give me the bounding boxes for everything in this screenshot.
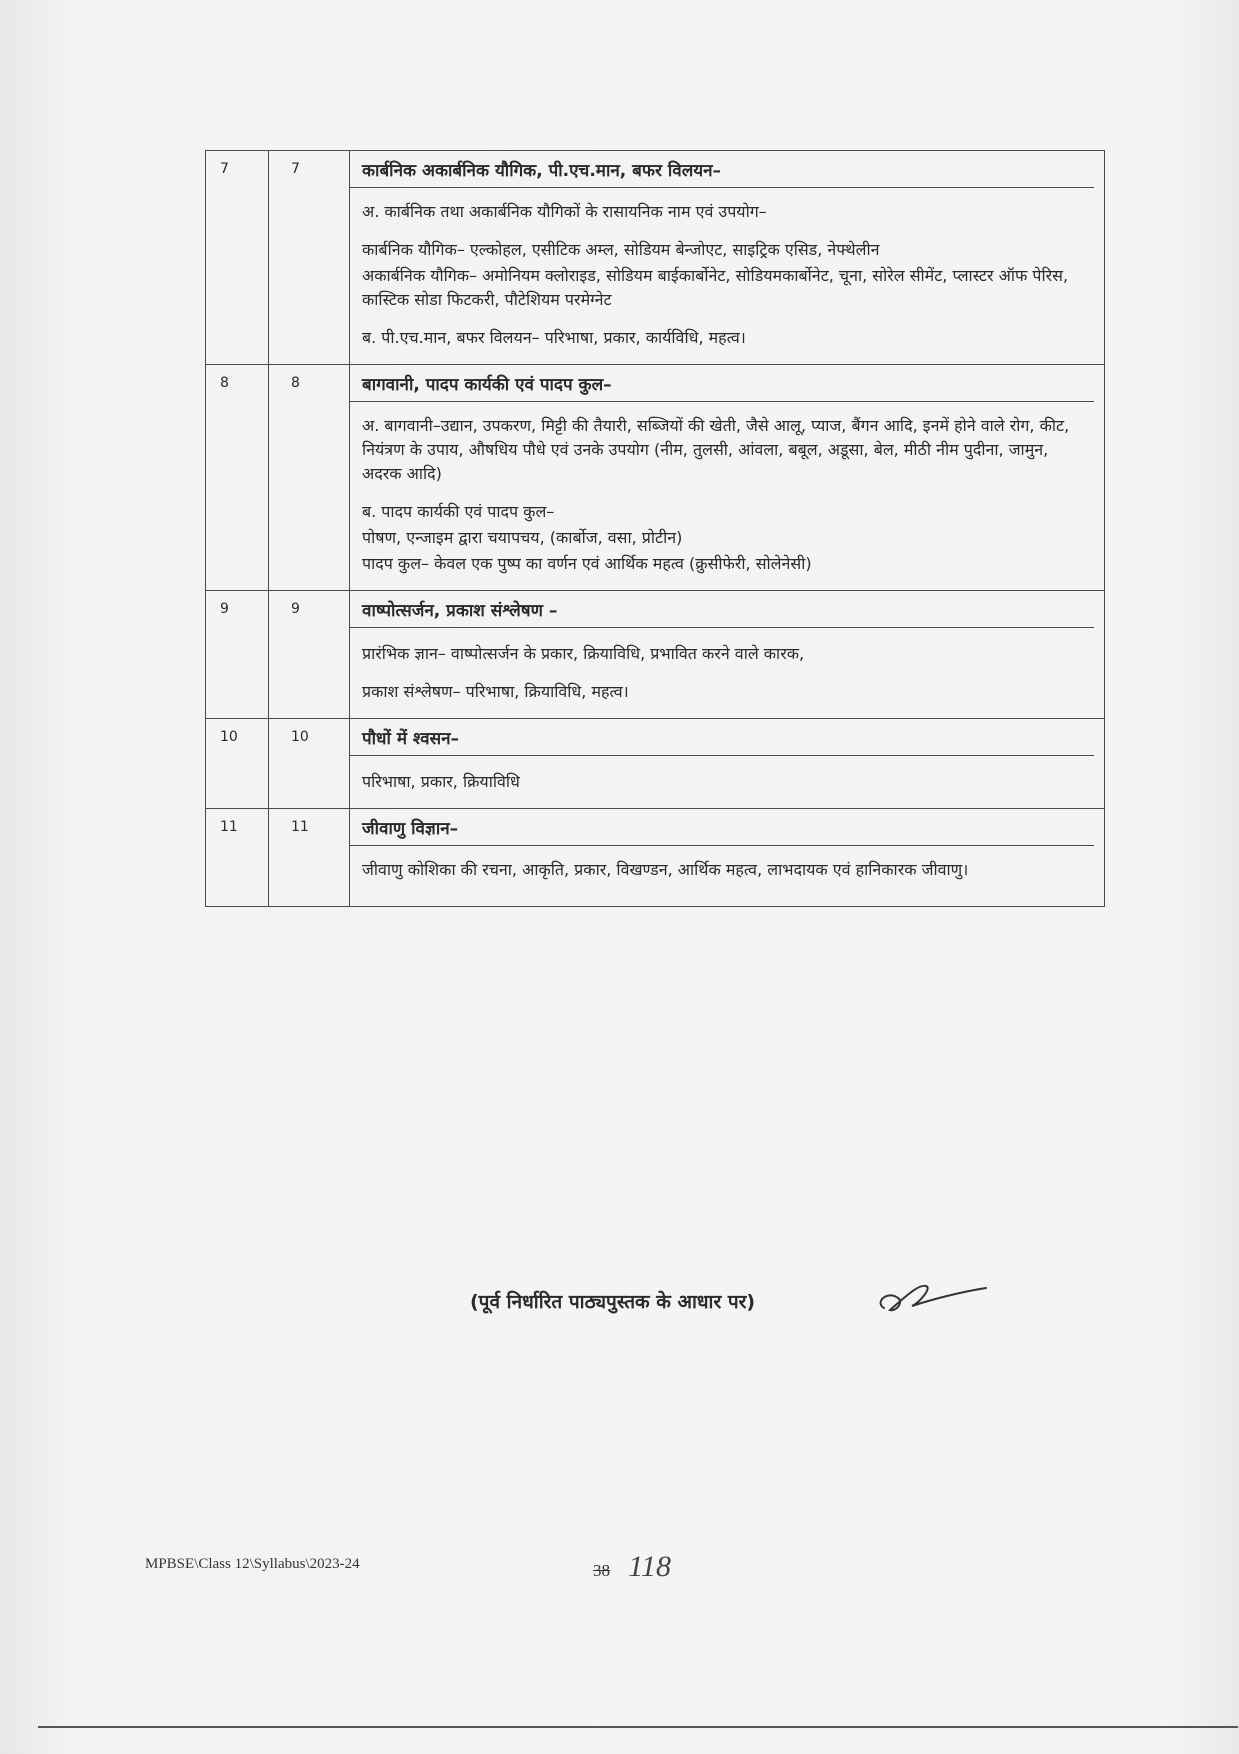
table-row: [206, 719, 1105, 809]
unit-number: 9: [269, 591, 350, 719]
page-number: [593, 1550, 671, 1584]
syllabus-table: [205, 150, 1105, 907]
printed-page-number: 38: [593, 1561, 610, 1580]
topic-paragraph: प्रकाश संश्लेषण– परिभाषा, क्रियाविधि, महत्व।: [362, 682, 629, 701]
topic-heading: जीवाणु विज्ञान–: [350, 809, 1094, 846]
unit-number: 8: [269, 365, 350, 591]
unit-number: 7: [269, 151, 350, 365]
bottom-rule: [38, 1726, 1238, 1728]
serial-number: 7: [206, 151, 269, 365]
serial-number: 9: [206, 591, 269, 719]
topic-paragraph: ब. पी.एच.मान, बफर विलयन– परिभाषा, प्रकार, कार्यविधि, महत्व।: [362, 328, 746, 347]
footer-note: (पूर्व निर्धारित पाठ्यपुस्तक के आधार पर): [470, 1291, 756, 1313]
serial-number: 10: [206, 719, 269, 809]
table-row: [206, 809, 1105, 907]
topic-heading: कार्बनिक अकार्बनिक यौगिक, पी.एच.मान, बफर विलयन–: [350, 151, 1094, 188]
topic-heading: वाष्पोत्सर्जन, प्रकाश संश्लेषण –: [350, 591, 1094, 628]
topic-cell: [350, 151, 1105, 365]
topic-paragraph: कार्बनिक यौगिक– एल्कोहल, एसीटिक अम्ल, सोडियम बेन्जोएट, साइट्रिक एसिड, नेफ्थेलीन: [362, 240, 880, 259]
topic-paragraph: अ. बागवानी–उद्यान, उपकरण, मिट्टी की तैयारी, सब्जियों की खेती, जैसे आलू, प्याज, बैंगन आदि, इनमें होने वाले रोग, कीट, नियंत्रण के उपाय, औषधिय पौधे एवं उनके उपयोग (नीम, तुलसी, आंवला, बबूल, अडूसा, बेल, मीठी नीम पुदीना, जामुन, अदरक आदि): [362, 416, 1070, 483]
topic-paragraph: जीवाणु कोशिका की रचना, आकृति, प्रकार, विखण्डन, आर्थिक महत्व, लाभदायक एवं हानिकारक जीवाणु।: [362, 860, 969, 879]
unit-number: 11: [269, 809, 350, 907]
topic-paragraph: पोषण, एन्जाइम द्वारा चयापचय, (कार्बोज, वसा, प्रोटीन): [362, 528, 683, 547]
handwritten-page-number: 118: [628, 1550, 672, 1583]
topic-heading: पौधों में श्वसन–: [350, 719, 1094, 756]
topic-heading: बागवानी, पादप कार्यकी एवं पादप कुल–: [350, 365, 1094, 402]
topic-cell: [350, 591, 1105, 719]
signature-mark: [870, 1268, 990, 1328]
table-row: [206, 151, 1105, 365]
unit-number: 10: [269, 719, 350, 809]
serial-number: 11: [206, 809, 269, 907]
topic-paragraph: अ. कार्बनिक तथा अकार्बनिक यौगिकों के रासायनिक नाम एवं उपयोग–: [362, 202, 767, 221]
topic-paragraph: ब. पादप कार्यकी एवं पादप कुल–: [362, 502, 555, 521]
serial-number: 8: [206, 365, 269, 591]
file-path: MPBSE\Class 12\Syllabus\2023-24: [145, 1556, 360, 1572]
topic-cell: [350, 809, 1105, 907]
topic-paragraph: पादप कुल– केवल एक पुष्प का वर्णन एवं आर्थिक महत्व (क्रुसीफेरी, सोलेनेसी): [362, 554, 812, 573]
table-row: [206, 365, 1105, 591]
topic-paragraph: प्रारंभिक ज्ञान– वाष्पोत्सर्जन के प्रकार, क्रियाविधि, प्रभावित करने वाले कारक,: [362, 644, 805, 663]
topic-cell: [350, 719, 1105, 809]
topic-paragraph: परिभाषा, प्रकार, क्रियाविधि: [362, 772, 520, 791]
topic-cell: [350, 365, 1105, 591]
topic-paragraph: अकार्बनिक यौगिक– अमोनियम क्लोराइड, सोडियम बाईकार्बोनेट, सोडियमकार्बोनेट, चूना, सोरेल सीमेंट, प्लास्टर ऑफ पेरिस, कास्टिक सोडा फिटकरी, पौटेशियम परमेग्नेट: [362, 266, 1069, 309]
table-row: [206, 591, 1105, 719]
